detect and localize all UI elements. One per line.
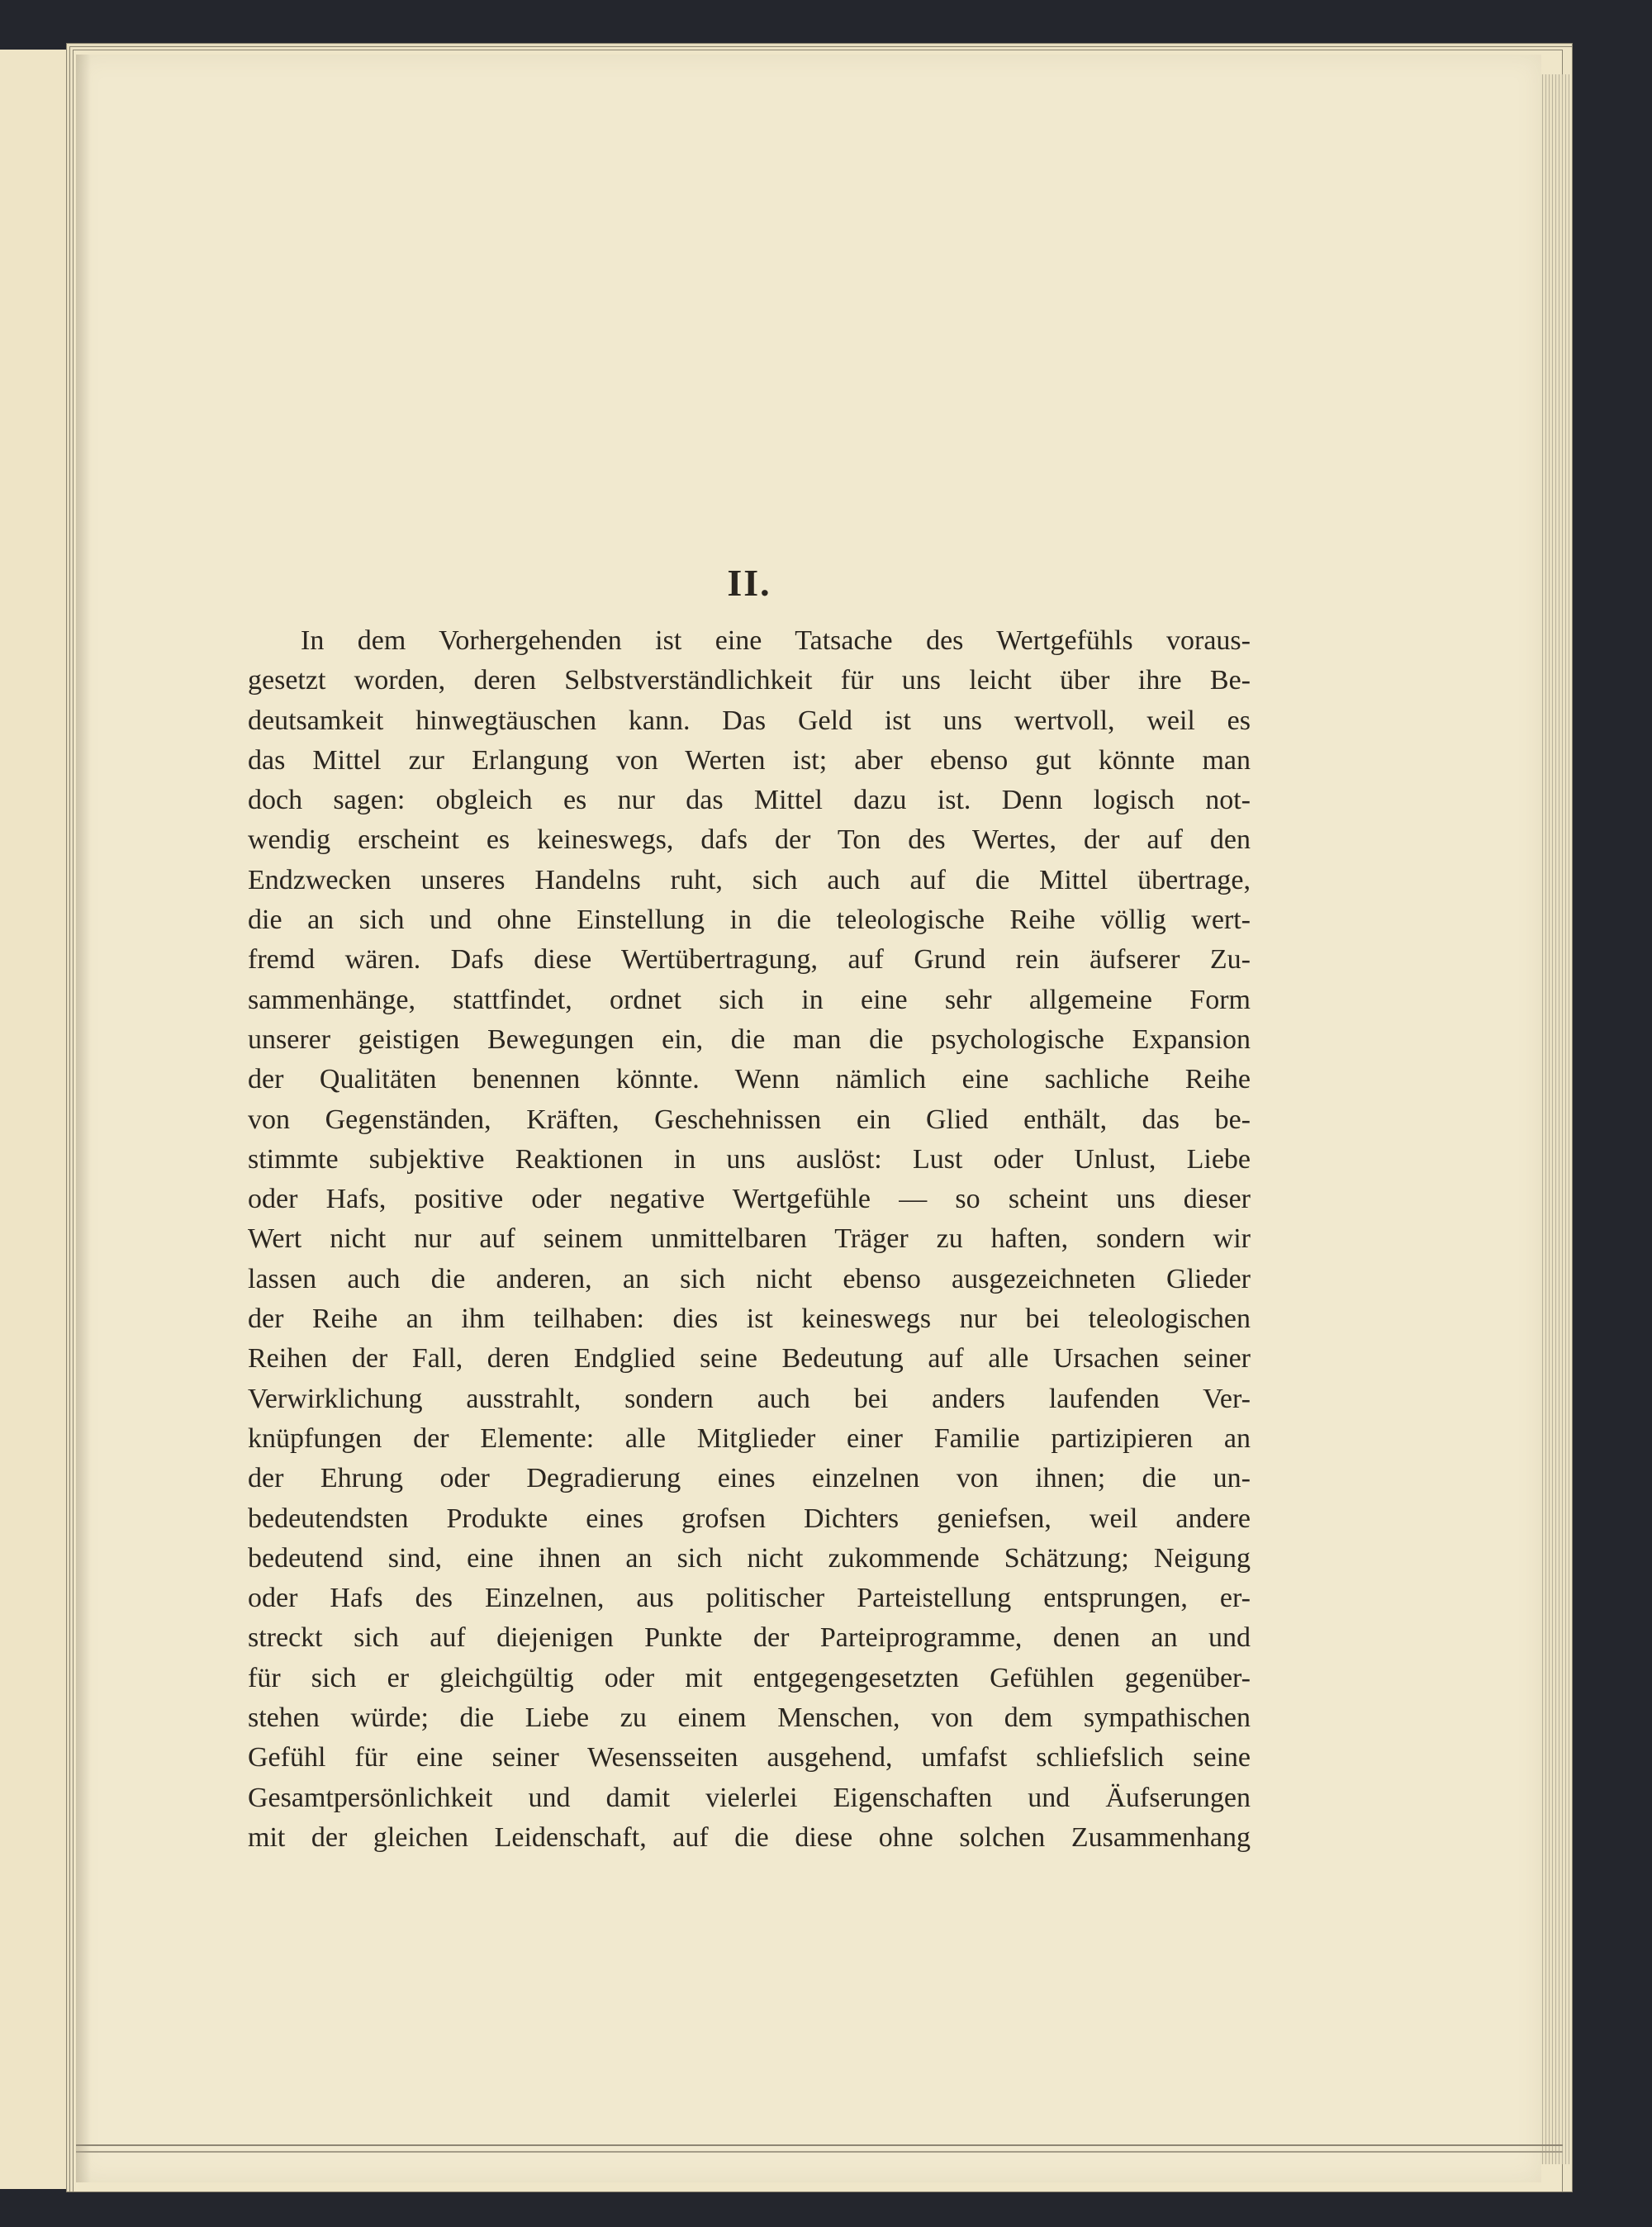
text-line: knüpfungen der Elemente: alle Mitglieder einer Familie partizipieren an <box>248 1422 1251 1454</box>
text-line: der Ehrung oder Degradierung eines einzelnen von ihnen; die un- <box>248 1463 1251 1494</box>
text-line: oder Hafs des Einzelnen, aus politischer Parteistellung entsprungen, er- <box>248 1583 1251 1614</box>
page-bottom-edge-under <box>76 2151 1563 2153</box>
text-line: Wert nicht nur auf seinem unmittelbaren Träger zu haften, sondern wir <box>248 1223 1251 1255</box>
text-line: für sich er gleichgültig oder mit entgegengesetzten Gefühlen gegenüber- <box>248 1662 1251 1693</box>
text-line: oder Hafs, positive oder negative Wertgefühle — so scheint uns dieser <box>248 1184 1251 1215</box>
text-line: der Reihe an ihm teilhaben: dies ist keineswegs nur bei teleologischen <box>248 1303 1251 1335</box>
text-line: Gefühl für eine seiner Wesensseiten ausgehend, umfafst schliefslich seine <box>248 1742 1251 1774</box>
text-line: sammenhänge, stattfindet, ordnet sich in eine sehr allgemeine Form <box>248 984 1251 1015</box>
text-line: lassen auch die anderen, an sich nicht ebenso ausgezeichneten Glieder <box>248 1263 1251 1294</box>
page-fore-edges <box>1536 74 1569 2164</box>
page-bottom-edge <box>76 2144 1563 2146</box>
text-line: wendig erscheint es keineswegs, dafs der Ton des Wertes, der auf den <box>248 824 1251 856</box>
text-line: bedeutendsten Produkte eines grofsen Dichters geniefsen, weil andere <box>248 1503 1251 1534</box>
text-line: deutsamkeit hinwegtäuschen kann. Das Geld ist uns wertvoll, weil es <box>248 705 1251 736</box>
text-line: stimmte subjektive Reaktionen in uns auslöst: Lust oder Unlust, Liebe <box>248 1143 1251 1175</box>
text-line: unserer geistigen Bewegungen ein, die man die psychologische Expansion <box>248 1023 1251 1055</box>
text-line: Reihen der Fall, deren Endglied seine Bedeutung auf alle Ursachen seiner <box>248 1343 1251 1375</box>
text-line: der Qualitäten benennen könnte. Wenn nämlich eine sachliche Reihe <box>248 1064 1251 1095</box>
text-line: stehen würde; die Liebe zu einem Menschen, von dem sympathischen <box>248 1702 1251 1734</box>
text-line: bedeutend sind, eine ihnen an sich nicht zukommende Schätzung; Neigung <box>248 1542 1251 1574</box>
text-line: Gesamtpersönlichkeit und damit vielerlei Eigenschaften und Äufserungen <box>248 1782 1251 1813</box>
text-line: mit der gleichen Leidenschaft, auf die diese ohne solchen Zusammenhang <box>248 1821 1251 1853</box>
text-line: doch sagen: obgleich es nur das Mittel dazu ist. Denn logisch not- <box>248 785 1251 816</box>
text-line: Verwirklichung ausstrahlt, sondern auch bei anders laufenden Ver- <box>248 1383 1251 1414</box>
text-line: fremd wären. Dafs diese Wertübertragung, auf Grund rein äufserer Zu- <box>248 944 1251 976</box>
text-line: die an sich und ohne Einstellung in die teleologische Reihe völlig wert- <box>248 905 1251 936</box>
text-line: von Gegenständen, Kräften, Geschehnissen ein Glied enthält, das be- <box>248 1104 1251 1135</box>
body-text <box>248 621 1251 1858</box>
text-line: Endzwecken unseres Handelns ruht, sich auch auf die Mittel übertrage, <box>248 864 1251 895</box>
text-line: streckt sich auf diejenigen Punkte der Parteiprogramme, denen an und <box>248 1622 1251 1654</box>
text-line: das Mittel zur Erlangung von Werten ist; aber ebenso gut könnte man <box>248 744 1251 776</box>
text-line: gesetzt worden, deren Selbstverständlichkeit für uns leicht über ihre Be- <box>248 665 1251 696</box>
text-line: In dem Vorhergehenden ist eine Tatsache des Wertgefühls voraus- <box>301 625 1251 656</box>
section-heading: II. <box>727 562 771 604</box>
gutter-shadow <box>76 55 91 2182</box>
